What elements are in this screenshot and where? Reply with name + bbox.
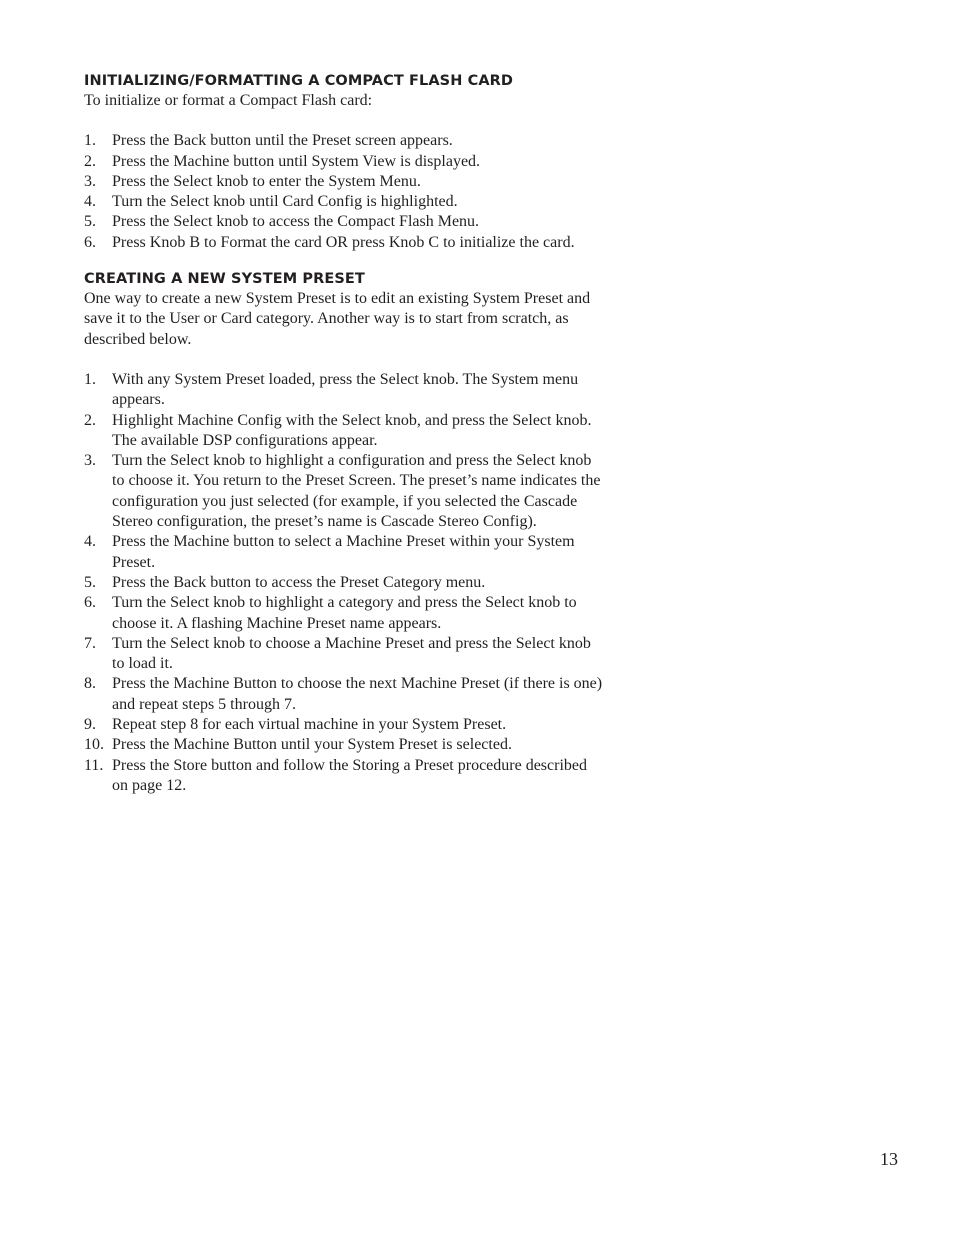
steps-list xyxy=(84,131,604,253)
section-heading: INITIALIZING/FORMATTING A COMPACT FLASH CARD xyxy=(84,73,514,89)
section-intro: To initialize or format a Compact Flash card: xyxy=(84,92,373,109)
step-number: 2. xyxy=(84,152,96,170)
list-item xyxy=(84,756,604,797)
step-text: Press the Back button until the Preset screen appears. xyxy=(112,132,453,150)
step-text: Turn the Select knob to highlight a configuration and press the Select knob to choose it. You return to the Preset Screen. The preset’s name indicates the configuration you just selected (for example, if you selected the Cascade Stereo configuration, the preset’s name is Cascade Stereo Config). xyxy=(112,452,601,531)
step-text: With any System Preset loaded, press the Select knob. The System menu appears. xyxy=(112,370,579,409)
list-item xyxy=(84,192,604,212)
step-number: 4. xyxy=(84,193,96,211)
step-text: Turn the Select knob until Card Config is highlighted. xyxy=(112,193,458,211)
section-heading: CREATING A NEW SYSTEM PRESET xyxy=(84,271,365,288)
step-number: 1. xyxy=(84,370,96,388)
step-number: 11. xyxy=(84,756,104,774)
step-number: 10. xyxy=(84,736,104,754)
list-item xyxy=(84,172,604,192)
step-number: 8. xyxy=(84,675,96,693)
document-page xyxy=(84,71,604,796)
step-text: Press the Machine button to select a Machine Preset within your System Preset. xyxy=(112,533,575,571)
step-number: 9. xyxy=(84,716,96,734)
step-text: Press the Select knob to access the Compact Flash Menu. xyxy=(112,213,480,231)
step-text: Press the Machine Button until your System Preset is selected. xyxy=(112,736,512,754)
list-item xyxy=(84,674,604,715)
step-text: Press the Machine button until System View is displayed. xyxy=(112,152,481,170)
step-text: Press the Back button to access the Preset Category menu. xyxy=(112,573,486,591)
step-number: 7. xyxy=(84,634,96,652)
step-text: Turn the Select knob to choose a Machine Preset and press the Select knob to load it. xyxy=(112,634,591,673)
section-intro: One way to create a new System Preset is to edit an existing System Preset and save it to the User or Card category. Another way is to start from scratch, as described below. xyxy=(84,290,591,348)
list-item xyxy=(84,131,604,151)
page-number: 13 xyxy=(880,1149,898,1169)
list-item xyxy=(84,411,604,452)
steps-list xyxy=(84,370,604,796)
list-item xyxy=(84,532,604,573)
list-item xyxy=(84,451,604,532)
step-number: 6. xyxy=(84,594,96,612)
step-number: 3. xyxy=(84,172,96,190)
list-item xyxy=(84,212,604,232)
step-number: 1. xyxy=(84,132,96,150)
list-item xyxy=(84,573,604,593)
list-item xyxy=(84,715,604,735)
step-text: Press the Machine Button to choose the next Machine Preset (if there is one) and repeat steps 5 through 7. xyxy=(112,675,603,713)
step-text: Press Knob B to Format the card OR press Knob C to initialize the card. xyxy=(112,233,575,251)
section-create-preset xyxy=(84,253,604,796)
step-number: 5. xyxy=(84,573,96,591)
step-text: Repeat step 8 for each virtual machine in your System Preset. xyxy=(112,716,507,734)
step-text: Turn the Select knob to highlight a category and press the Select knob to choose it. A flashing Machine Preset name appears. xyxy=(112,594,577,632)
section-initialize-card xyxy=(84,71,604,253)
step-number: 6. xyxy=(84,233,96,251)
list-item xyxy=(84,152,604,172)
list-item xyxy=(84,233,604,253)
list-item xyxy=(84,634,604,675)
step-text: Highlight Machine Config with the Select knob, and press the Select knob. The available DSP configurations appear. xyxy=(112,411,592,449)
step-text: Press the Store button and follow the Storing a Preset procedure described on page 12. xyxy=(112,756,587,794)
step-number: 4. xyxy=(84,533,96,551)
step-text: Press the Select knob to enter the System Menu. xyxy=(112,172,421,190)
step-number: 2. xyxy=(84,411,96,429)
step-number: 5. xyxy=(84,213,96,231)
list-item xyxy=(84,735,604,755)
list-item xyxy=(84,593,604,634)
list-item xyxy=(84,370,604,411)
step-number: 3. xyxy=(84,452,96,470)
